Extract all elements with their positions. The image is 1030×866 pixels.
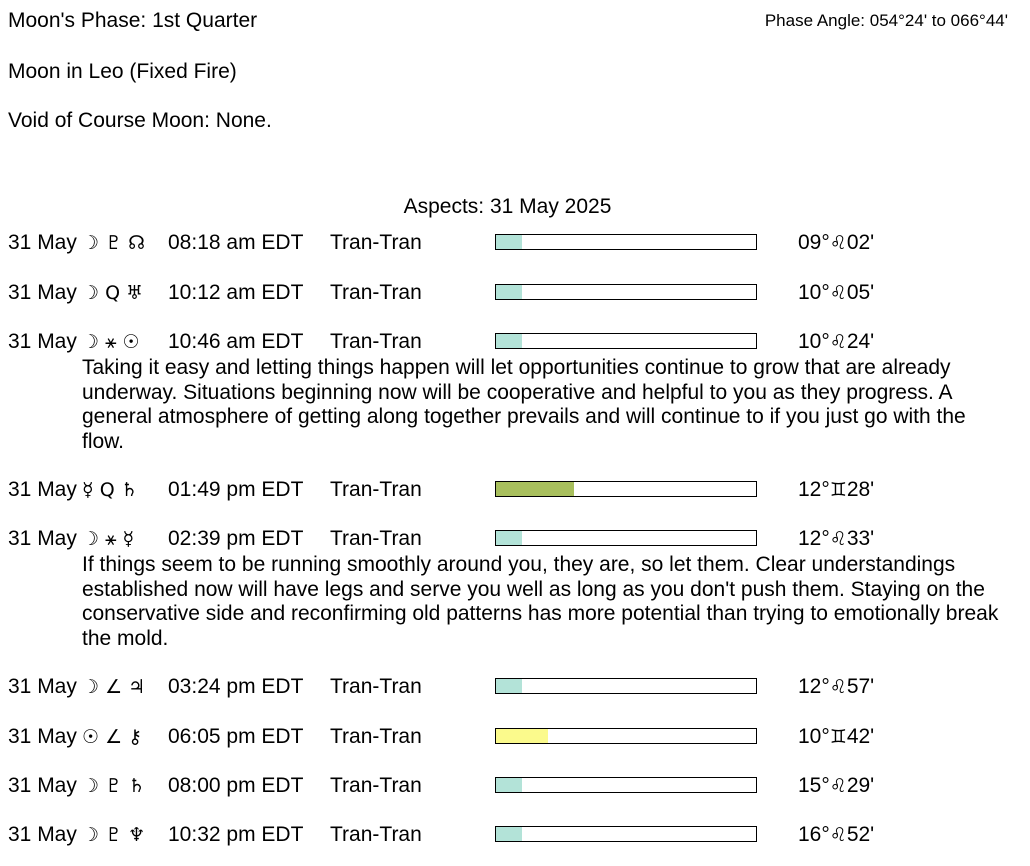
aspect-position-degree: 10°	[798, 330, 830, 353]
aspect-position-minute: 57'	[846, 675, 875, 698]
aspect-date: 31 May	[8, 330, 77, 353]
aspect-description: Taking it easy and letting things happen will let opportunities continue to grow that are already underway. Situations beginning now will be cooperative and helpful to you as they progress. A general atmosphere of getting along together prevails and will continue to if you just go with the flow.	[82, 356, 966, 453]
zodiac-sign-icon: ♌	[829, 676, 847, 698]
aspect-row	[8, 281, 1018, 305]
aspect-strength-fill	[496, 531, 522, 545]
zodiac-sign-icon: ♌	[829, 232, 847, 254]
aspect-position-degree: 12°	[798, 478, 830, 501]
aspect-position	[798, 675, 874, 699]
aspect-row	[8, 478, 1018, 502]
aspect-date: 31 May	[8, 725, 77, 748]
aspect-time: 10:12 am EDT	[168, 281, 304, 304]
aspect-position	[798, 281, 874, 305]
aspect-position-degree: 12°	[798, 527, 830, 550]
aspect-glyphs: ☽ ♇ ♆	[82, 824, 146, 846]
aspect-time: 08:00 pm EDT	[168, 774, 304, 797]
aspect-strength-fill	[496, 778, 522, 792]
aspect-position-degree: 15°	[798, 774, 830, 797]
aspect-date: 31 May	[8, 823, 77, 846]
aspect-position	[798, 527, 874, 551]
zodiac-sign-icon: ♌	[829, 775, 847, 797]
aspect-position-minute: 05'	[846, 281, 875, 304]
aspect-strength-fill	[496, 235, 522, 249]
aspect-strength-fill	[496, 334, 522, 348]
aspect-time: 10:32 pm EDT	[168, 823, 304, 846]
aspect-type: Tran-Tran	[330, 281, 422, 304]
aspect-position	[798, 231, 874, 255]
aspect-position-minute: 28'	[846, 478, 875, 501]
aspect-date: 31 May	[8, 231, 77, 254]
aspect-type: Tran-Tran	[330, 527, 422, 550]
aspect-date: 31 May	[8, 281, 77, 304]
aspect-glyphs: ☽ Q ♅	[82, 282, 144, 304]
phase-angle-text: Phase Angle: 054°24' to 066°44'	[764, 11, 1008, 30]
aspect-glyphs: ☽ ∠ ♃	[82, 676, 146, 698]
aspect-position-degree: 10°	[798, 725, 830, 748]
aspect-strength-bar	[495, 530, 757, 546]
aspect-glyphs: ☽ ♇ ☊	[82, 232, 146, 254]
aspect-glyphs: ☽ ⚹ ☿	[82, 528, 135, 550]
zodiac-sign-icon: ♊	[829, 726, 847, 748]
zodiac-sign-icon: ♊	[829, 479, 847, 501]
aspect-strength-fill	[496, 827, 522, 841]
aspect-strength-bar	[495, 481, 757, 497]
aspect-time: 08:18 am EDT	[168, 231, 304, 254]
aspect-row	[8, 774, 1018, 798]
aspect-type: Tran-Tran	[330, 330, 422, 353]
aspect-position-degree: 09°	[798, 231, 830, 254]
aspect-position-minute: 33'	[846, 527, 875, 550]
aspect-date: 31 May	[8, 527, 77, 550]
aspect-position-minute: 29'	[846, 774, 875, 797]
aspects-title: Aspects: 31 May 2025	[403, 195, 612, 218]
aspect-position	[798, 774, 874, 798]
aspect-strength-fill	[496, 482, 574, 496]
aspect-type: Tran-Tran	[330, 725, 422, 748]
aspect-glyphs: ☽ ⚹ ☉	[82, 331, 140, 353]
aspect-date: 31 May	[8, 478, 77, 501]
aspect-type: Tran-Tran	[330, 231, 422, 254]
aspect-row	[8, 231, 1018, 255]
aspect-strength-fill	[496, 679, 522, 693]
aspect-strength-bar	[495, 678, 757, 694]
zodiac-sign-icon: ♌	[829, 331, 847, 353]
aspect-date: 31 May	[8, 774, 77, 797]
aspect-position	[798, 725, 874, 749]
aspect-row	[8, 330, 1018, 354]
zodiac-sign-icon: ♌	[829, 282, 847, 304]
aspect-position-degree: 16°	[798, 823, 830, 846]
aspect-position-minute: 52'	[846, 823, 875, 846]
aspect-glyphs: ☽ ♇ ♄	[82, 775, 146, 797]
aspect-glyphs: ☉ ∠ ⚷	[82, 726, 143, 748]
aspect-time: 06:05 pm EDT	[168, 725, 304, 748]
aspect-time: 03:24 pm EDT	[168, 675, 304, 698]
aspect-strength-bar	[495, 777, 757, 793]
aspect-glyphs: ☿ Q ♄	[82, 479, 138, 501]
aspect-position-minute: 02'	[846, 231, 875, 254]
aspect-position	[798, 823, 874, 847]
moon-sign-text: Moon in Leo (Fixed Fire)	[8, 60, 237, 83]
aspect-strength-bar	[495, 826, 757, 842]
aspect-type: Tran-Tran	[330, 478, 422, 501]
aspect-strength-fill	[496, 285, 522, 299]
aspect-strength-bar	[495, 284, 757, 300]
aspect-strength-bar	[495, 333, 757, 349]
aspect-position-minute: 42'	[846, 725, 875, 748]
aspect-position	[798, 330, 874, 354]
aspect-row	[8, 527, 1018, 551]
aspect-description: If things seem to be running smoothly around you, they are, so let them. Clear understandings established now will have legs and serve you well as long as you don't push them. Staying on the conservative side and reconfirming old patterns has more potential than trying to emotionally break the mold.	[82, 553, 999, 650]
aspect-date: 31 May	[8, 675, 77, 698]
zodiac-sign-icon: ♌	[829, 824, 847, 846]
aspect-position-degree: 12°	[798, 675, 830, 698]
void-of-course-text: Void of Course Moon: None.	[8, 109, 272, 132]
zodiac-sign-icon: ♌	[829, 528, 847, 550]
aspect-position-degree: 10°	[798, 281, 830, 304]
aspect-row	[8, 675, 1018, 699]
aspect-type: Tran-Tran	[330, 774, 422, 797]
aspect-time: 10:46 am EDT	[168, 330, 304, 353]
aspect-strength-bar	[495, 234, 757, 250]
aspect-position-minute: 24'	[846, 330, 875, 353]
aspect-strength-bar	[495, 728, 757, 744]
aspect-row	[8, 823, 1018, 847]
aspect-time: 02:39 pm EDT	[168, 527, 304, 550]
aspect-strength-fill	[496, 729, 548, 743]
aspect-time: 01:49 pm EDT	[168, 478, 304, 501]
moon-phase-text: Moon's Phase: 1st Quarter	[8, 9, 258, 32]
aspect-row	[8, 725, 1018, 749]
aspect-type: Tran-Tran	[330, 823, 422, 846]
aspect-type: Tran-Tran	[330, 675, 422, 698]
aspect-position	[798, 478, 874, 502]
